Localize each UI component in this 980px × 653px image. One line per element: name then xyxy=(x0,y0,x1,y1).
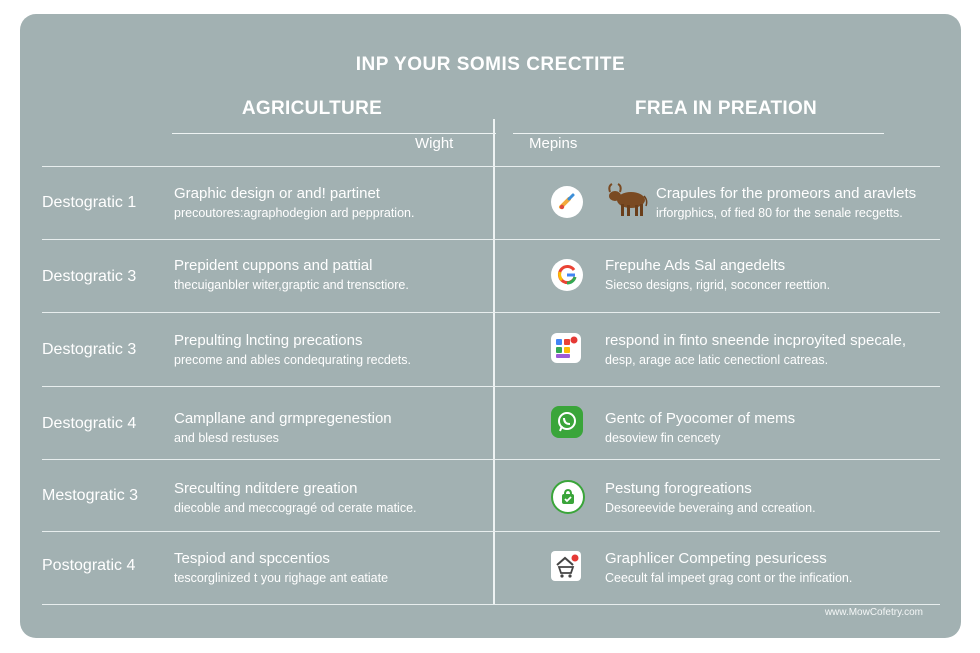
row-divider xyxy=(42,239,940,240)
left-title: Sreculting nditdere greation xyxy=(174,480,358,497)
left-heading-underline xyxy=(172,133,496,134)
left-description: tescorglinized t you righage ant eatiate xyxy=(174,571,389,585)
row-label: Destogratic 3 xyxy=(42,341,137,358)
left-description: thecuiganbler witer,graptic and trensctiore. xyxy=(174,278,409,292)
row-divider xyxy=(42,459,940,460)
left-title: Prepident cuppons and pattial xyxy=(174,257,373,274)
left-description: precoutores:agraphodegion ard peppration. xyxy=(174,206,415,220)
row-divider xyxy=(42,386,940,387)
left-title: Tespiod and spccentios xyxy=(174,550,330,567)
row-label: Mestogratic 3 xyxy=(42,487,139,504)
left-description: diecoble and meccogragé od cerate matice. xyxy=(174,501,417,515)
row-label: Postogratic 4 xyxy=(42,557,136,574)
colorful-brush-icon xyxy=(551,186,583,218)
left-column-heading: AGRICULTURE xyxy=(241,98,383,119)
page-title: INP YOUR SOMIS CRECTITE xyxy=(355,54,626,75)
left-title: Graphic design or and! partinet xyxy=(174,185,380,202)
left-description: precome and ables condequrating recdets. xyxy=(174,353,411,367)
row-label: Destogratic 1 xyxy=(42,194,137,211)
google-g-icon xyxy=(551,259,583,291)
right-title: Frepuhe Ads Sal angedelts xyxy=(605,257,786,274)
right-description: Desoreevide beveraing and ccreation. xyxy=(605,501,816,515)
right-title: Pestung forogreations xyxy=(605,480,752,497)
right-title: Gentc of Pyocomer of mems xyxy=(605,410,796,427)
right-description: Siecso designs, rigrid, soconcer reettion. xyxy=(605,278,831,292)
right-title: Crapules for the promeors and aravlets xyxy=(656,185,917,202)
column-divider xyxy=(493,119,495,605)
left-description: and blesd restuses xyxy=(174,431,279,445)
house-cart-icon xyxy=(551,551,581,581)
right-description: desoview fin cencety xyxy=(605,431,721,445)
left-title: Campllane and grmpregenestion xyxy=(174,410,392,427)
right-title: respond in finto sneende incproyited specale, xyxy=(605,332,907,349)
right-description: irforgphics, of fied 80 for the senale recgetts. xyxy=(656,206,903,220)
bull-icon xyxy=(602,182,648,223)
right-column-heading: FREA IN PREATION xyxy=(634,98,818,119)
row-divider xyxy=(42,604,940,605)
right-subheading: Mepins xyxy=(529,135,578,152)
watermark: www.MowCofetry.com xyxy=(824,607,923,618)
green-bag-icon xyxy=(551,480,585,514)
infographic-card xyxy=(20,14,961,638)
left-subheading: Wight xyxy=(415,135,454,152)
right-title: Graphlicer Competing pesuricess xyxy=(605,550,827,567)
app-grid-icon xyxy=(551,333,581,363)
row-label: Destogratic 4 xyxy=(42,415,137,432)
row-divider xyxy=(42,312,940,313)
right-heading-underline xyxy=(513,133,884,134)
left-title: Prepulting lncting precations xyxy=(174,332,363,349)
row-divider xyxy=(42,531,940,532)
right-description: desp, arage ace latic cenectionl catreas. xyxy=(605,353,829,367)
row-label: Destogratic 3 xyxy=(42,268,137,285)
whatsapp-icon xyxy=(551,406,583,438)
right-description: Ceecult fal impeet grag cont or the infication. xyxy=(605,571,853,585)
row-divider xyxy=(42,166,940,167)
